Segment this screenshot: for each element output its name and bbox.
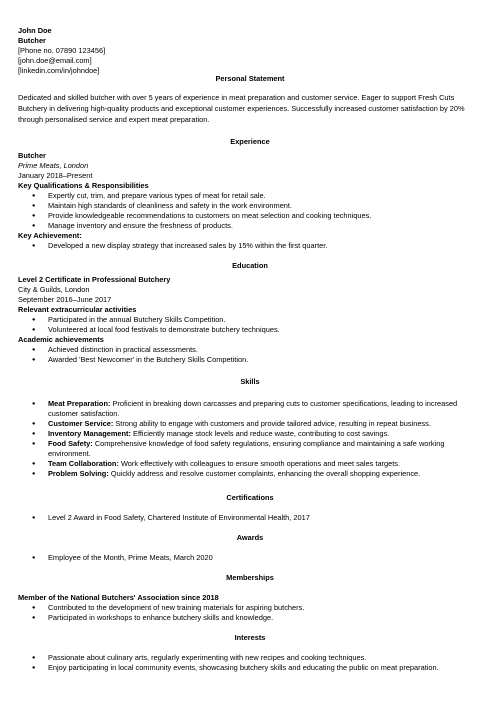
skill-text: Comprehensive knowledge of food safety regulations, ensuring compliance and maintaining a safe working environment. (48, 439, 445, 458)
skill-label: Team Collaboration: (48, 459, 119, 468)
skill-label: Customer Service: (48, 419, 114, 428)
personal-statement-heading: Personal Statement (215, 74, 285, 83)
list-item: ● Level 2 Award in Food Safety, Chartered Institute of Environmental Health, 2017 (18, 513, 482, 523)
skill-item (18, 439, 482, 459)
skill-label: Meat Preparation: (48, 399, 111, 408)
skill-item (18, 459, 482, 469)
contact-block (18, 26, 482, 76)
achievement-list (18, 241, 482, 251)
list-item: ● Awarded 'Best Newcomer' in the Butchery Skills Competition. (18, 355, 482, 365)
skill-text: Quickly address and resolve customer complaints, enhancing the overall shopping experience. (108, 469, 421, 478)
list-item: ● Participated in workshops to enhance butchery skills and knowledge. (18, 613, 482, 623)
skill-label: Problem Solving: (48, 469, 109, 478)
list-item: ● Passionate about culinary arts, regularly experimenting with new recipes and cooking techniques. (18, 653, 482, 663)
qualification: Level 2 Certificate in Professional Butchery (18, 275, 171, 284)
certifications-list (18, 513, 482, 523)
candidate-name: John Doe (18, 26, 52, 35)
academic-achievements-heading: Academic achievements (18, 335, 104, 344)
skill-text: Proficient in breaking down carcasses and preparing cuts to customer specifications, leading to increased customer satisfaction. (48, 399, 458, 418)
skill-text: Strong ability to engage with customers and provide tailored advice, resulting in repeat business. (113, 419, 431, 428)
list-item: ● Maintain high standards of cleanliness and safety in the work environment. (18, 201, 482, 211)
linkedin-url: [linkedin.com/in/johndoe] (18, 66, 100, 75)
awards-heading: Awards (236, 533, 264, 542)
membership-title: Member of the National Butchers' Association since 2018 (18, 593, 219, 602)
job-dates: January 2018–Present (18, 171, 93, 180)
personal-statement-text: Dedicated and skilled butcher with over 5 years of experience in meat preparation and customer service. Eager to support Fresh Cuts Butchery in delivering high-quality products and exceptional customer experiences. Successfully increased customer satisfaction by 20% through personalised service and expert meat preparation. (18, 93, 465, 124)
skill-label: Inventory Management: (48, 429, 131, 438)
candidate-title: Butcher (18, 36, 46, 45)
responsibilities-list (18, 191, 482, 231)
institution: City & Guilds, London (18, 285, 90, 294)
list-item: ● Achieved distinction in practical assessments. (18, 345, 482, 355)
experience-heading: Experience (230, 137, 270, 146)
skill-item (18, 429, 482, 439)
list-item: ● Volunteered at local food festivals to demonstrate butchery techniques. (18, 325, 482, 335)
list-item: ● Contributed to the development of new training materials for aspiring butchers. (18, 603, 482, 613)
skill-text: Efficiently manage stock levels and reduce waste, contributing to cost savings. (130, 429, 390, 438)
academic-achievements-list (18, 345, 482, 365)
skill-label: Food Safety: (48, 439, 93, 448)
interests-list (18, 653, 482, 673)
skills-list (18, 399, 482, 479)
employer: Prime Meats, London (18, 161, 89, 170)
list-item: ● Provide knowledgeable recommendations to customers on meat selection and cooking techniques. (18, 211, 482, 221)
skill-item (18, 469, 482, 479)
skill-item (18, 419, 482, 429)
education-heading: Education (232, 261, 268, 270)
phone-number: [Phone no. 07890 123456] (18, 46, 106, 55)
memberships-list (18, 603, 482, 623)
interests-heading: Interests (234, 633, 266, 642)
job-title: Butcher (18, 151, 46, 160)
activities-heading: Relevant extracurricular activities (18, 305, 137, 314)
education-dates: September 2016–June 2017 (18, 295, 112, 304)
list-item: ● Developed a new display strategy that increased sales by 15% within the first quarter. (18, 241, 482, 251)
list-item: ● Manage inventory and ensure the freshness of products. (18, 221, 482, 231)
key-achievement-heading: Key Achievement: (18, 231, 82, 240)
list-item: ● Enjoy participating in local community events, showcasing butchery skills and educating the public on meat preparation. (18, 663, 482, 673)
skill-text: Work effectively with colleagues to ensure smooth operations and meet sales targets. (118, 459, 401, 468)
activities-list (18, 315, 482, 335)
list-item: ● Employee of the Month, Prime Meats, March 2020 (18, 553, 482, 563)
certifications-heading: Certifications (226, 493, 274, 502)
list-item: ● Expertly cut, trim, and prepare various types of meat for retail sale. (18, 191, 482, 201)
key-qualifications-heading: Key Qualifications & Responsibilities (18, 181, 149, 190)
skill-item (18, 399, 482, 419)
skills-heading: Skills (240, 377, 260, 386)
list-item: ● Participated in the annual Butchery Skills Competition. (18, 315, 482, 325)
resume-page (18, 26, 482, 673)
memberships-heading: Memberships (226, 573, 274, 582)
email-address: [john.doe@email.com] (18, 56, 92, 65)
awards-list (18, 553, 482, 563)
